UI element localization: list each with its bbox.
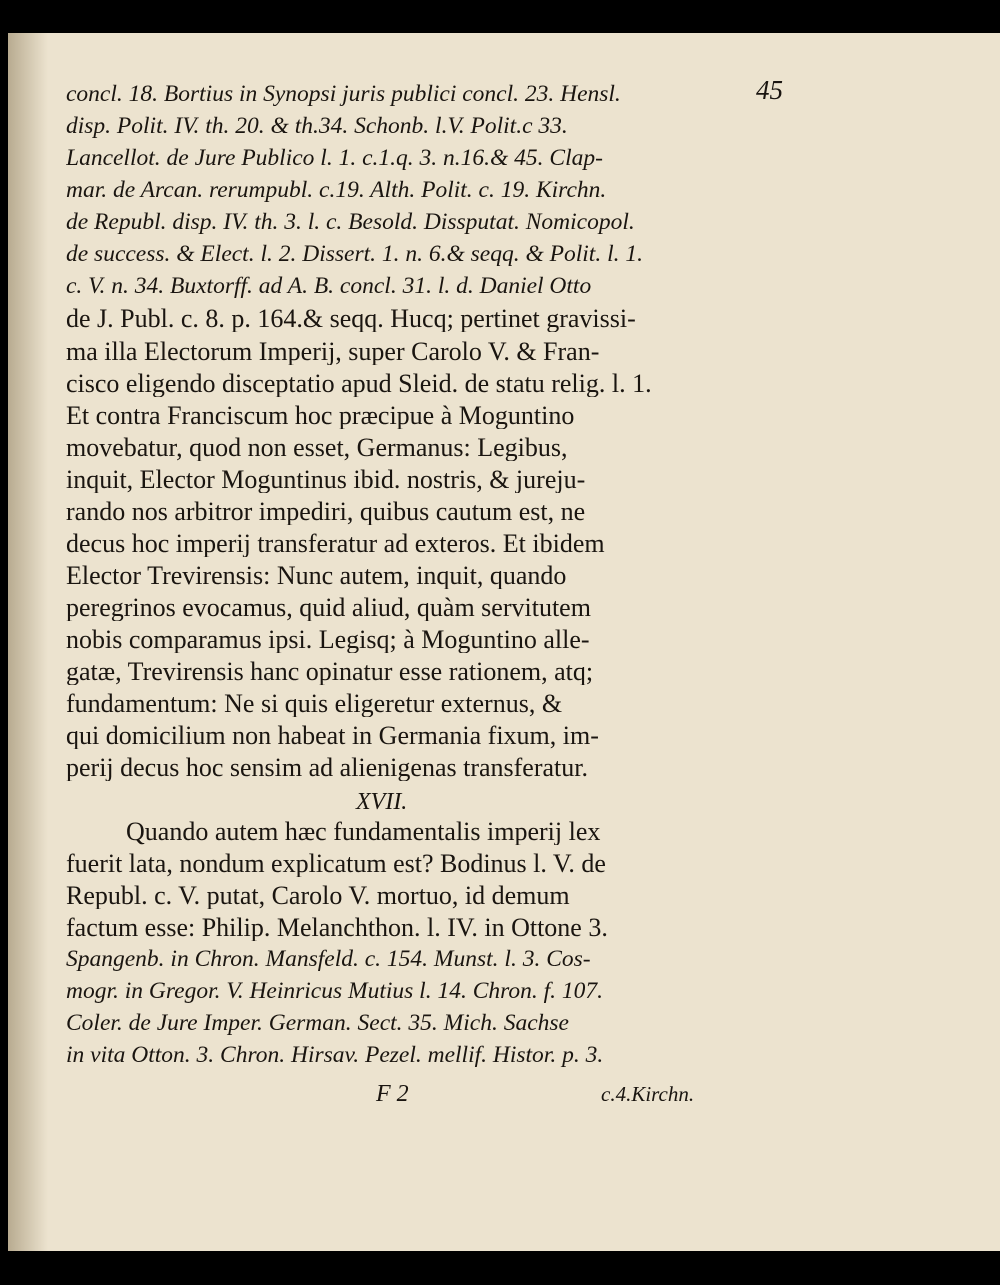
text-line: Quando autem hæc fundamentalis imperij lex: [126, 819, 601, 845]
text-line: peregrinos evocamus, quid aliud, quàm servitutem: [66, 595, 591, 621]
text-line: Et contra Franciscum hoc præcipue à Moguntino: [66, 403, 575, 429]
text-line: fundamentum: Ne si quis eligeretur externus, &: [66, 691, 563, 717]
text-line: inquit, Elector Moguntinus ibid. nostris, & jureju-: [66, 467, 586, 493]
page-gutter-shadow: [8, 33, 48, 1251]
book-page: [8, 33, 1000, 1251]
text-line: gatæ, Trevirensis hanc opinatur esse rationem, atq;: [66, 659, 594, 685]
text-line: fuerit lata, nondum explicatum est? Bodinus l. V. de: [66, 851, 606, 877]
text-line: Lancellot. de Jure Publico l. 1. c.1.q. 3. n.16.& 45. Clap-: [66, 147, 603, 171]
signature-mark: F 2: [376, 1081, 409, 1107]
text-line: Coler. de Jure Imper. German. Sect. 35. Mich. Sachse: [66, 1012, 569, 1036]
text-line: nobis comparamus ipsi. Legisq; à Moguntino alle-: [66, 627, 590, 653]
catchword: c.4.Kirchn.: [601, 1082, 695, 1106]
text-line: concl. 18. Bortius in Synopsi juris publici concl. 23. Hensl.: [66, 83, 621, 107]
text-line: Republ. c. V. putat, Carolo V. mortuo, id demum: [66, 883, 570, 909]
text-line: rando nos arbitror impediri, quibus cautum est, ne: [66, 499, 586, 525]
text-line: qui domicilium non habeat in Germania fixum, im-: [66, 723, 599, 749]
text-line: de J. Publ. c. 8. p. 164.& seqq. Hucq; pertinet gravissi-: [66, 306, 636, 332]
text-line: perij decus hoc sensim ad alienigenas transferatur.: [66, 755, 588, 781]
text-line: Spangenb. in Chron. Mansfeld. c. 154. Munst. l. 3. Cos-: [66, 948, 591, 972]
text-line: mar. de Arcan. rerumpubl. c.19. Alth. Polit. c. 19. Kirchn.: [66, 179, 607, 203]
text-line: mogr. in Gregor. V. Heinricus Mutius l. 14. Chron. f. 107.: [66, 980, 604, 1004]
text-line: movebatur, quod non esset, Germanus: Legibus,: [66, 435, 568, 461]
text-line: in vita Otton. 3. Chron. Hirsav. Pezel. mellif. Histor. p. 3.: [66, 1044, 604, 1068]
text-line: cisco eligendo disceptatio apud Sleid. de statu relig. l. 1.: [66, 371, 652, 397]
text-line: de success. & Elect. l. 2. Dissert. 1. n. 6.& seqq. & Polit. l. 1.: [66, 243, 643, 267]
text-line: decus hoc imperij transferatur ad exteros. Et ibidem: [66, 531, 605, 557]
section-heading: XVII.: [356, 789, 408, 815]
text-line: ma illa Electorum Imperij, super Carolo V. & Fran-: [66, 339, 600, 365]
text-line: c. V. n. 34. Buxtorff. ad A. B. concl. 31. l. d. Daniel Otto: [66, 275, 592, 299]
text-line: Elector Trevirensis: Nunc autem, inquit, quando: [66, 563, 567, 589]
text-line: factum esse: Philip. Melanchthon. l. IV. in Ottone 3.: [66, 915, 608, 941]
text-line: disp. Polit. IV. th. 20. & th.34. Schonb. l.V. Polit.c 33.: [66, 115, 568, 139]
text-line: de Republ. disp. IV. th. 3. l. c. Besold. Dissputat. Nomicopol.: [66, 211, 635, 235]
page-number: 45: [756, 75, 783, 105]
